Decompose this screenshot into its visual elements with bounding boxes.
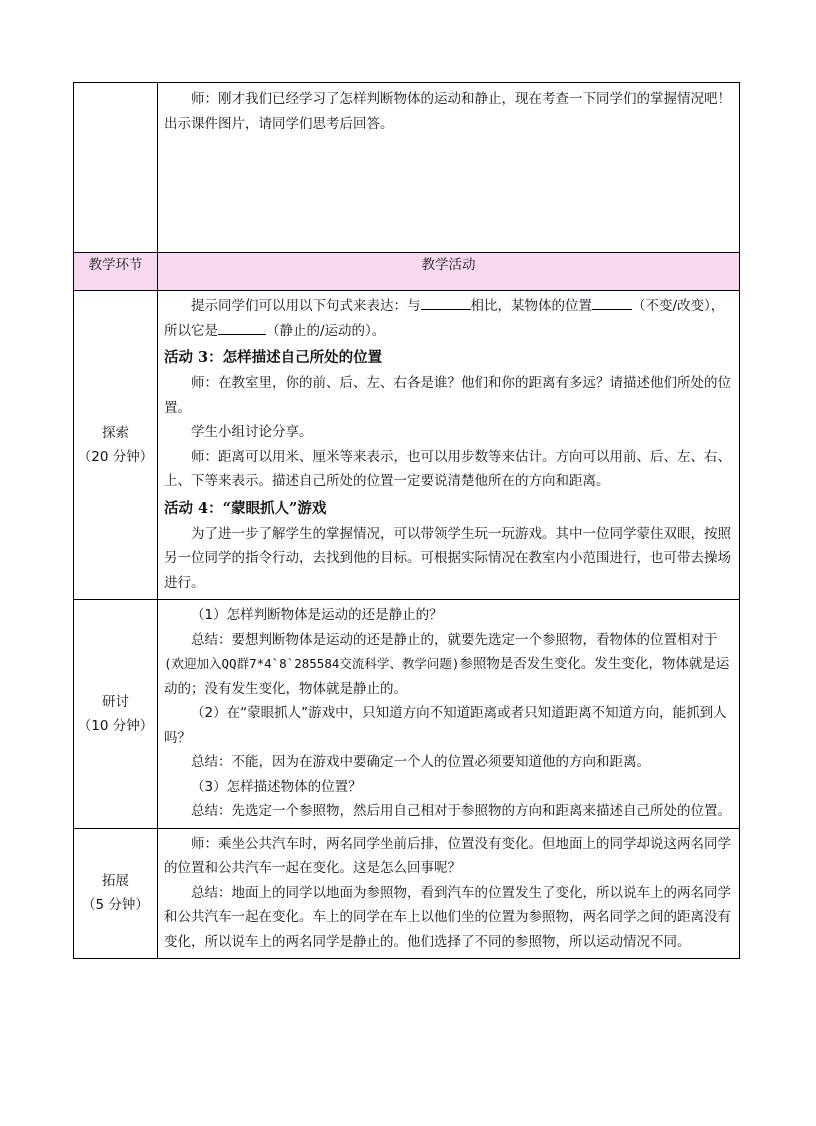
header-col-activity: 教学活动	[158, 253, 740, 291]
top-row	[74, 83, 740, 253]
explore-label: 探索	[102, 425, 129, 441]
discuss-row	[74, 600, 740, 829]
activity4-text: 为了进一步了解学生的掌握情况，可以带领学生玩一玩游戏。其中一位同学蒙住双眼，按照另一位同学的指令行动，去找到他的目标。可根据实际情况在教室内小范围进行，也可带去操场进行。	[164, 525, 731, 591]
discuss-q3: （3）怎样描述物体的位置？	[191, 778, 362, 795]
extend-summary: 总结：地面上的同学以地面为参照物，看到汽车的位置发生了变化，所以说车上的两名同学和公共汽车一起在变化。车上的同学在车上以他们坐的位置为参照物，两名同学之间的距离没有变化，所以说车上的两名同学是静止的。他们选择了不同的参照物，所以运动情况不同。	[164, 884, 731, 950]
explore-stage-cell	[74, 291, 158, 600]
discuss-a2: 总结：不能，因为在游戏中要确定一个人的位置必须要知道他的方向和距离。	[191, 754, 650, 770]
watermark-text: (欢迎加入QQ群7*4`8`285584交流科学、教学问题)	[164, 656, 460, 671]
activity3-explain: 师：距离可以用米、厘米等来表示，也可以用步数等来估计。方向可以用前、后、左、右、上、下等来表示。描述自己所处的位置一定要说清楚他所在的方向和距离。	[164, 448, 731, 489]
extend-duration: （5 分钟）	[82, 897, 149, 914]
discuss-a3: 总结：先选定一个参照物，然后用自己相对于参照物的方向和距离来描述自己所处的位置。	[191, 803, 731, 819]
extend-row	[74, 828, 740, 959]
activity4-title: 活动 4：“蒙眼抓人”游戏	[164, 499, 327, 517]
activity3-teacher: 师：在教室里，你的前、后、左、右各是谁？他们和你的距离有多远？请描述他们所处的位置。	[164, 375, 731, 416]
discuss-stage-cell	[74, 600, 158, 829]
extend-stage-cell	[74, 828, 158, 959]
top-paragraph: 师：刚才我们已经学习了怎样判断物体的运动和静止，现在考查一下同学们的掌握情况吧！出示课件图片，请同学们思考后回答。	[164, 91, 731, 132]
discuss-label: 研讨	[102, 693, 129, 710]
discuss-q1: （1）怎样判断物体是运动的还是静止的？	[191, 607, 443, 623]
header-col-stage: 教学环节	[74, 253, 158, 291]
header-row	[74, 253, 740, 291]
blank-state	[218, 320, 266, 335]
top-content-cell	[158, 83, 740, 253]
activity3-title: 活动 3：怎样描述自己所处的位置	[164, 349, 383, 366]
activity3-discussion: 学生小组讨论分享。	[191, 424, 313, 440]
blank-reference	[421, 295, 471, 310]
explore-duration: （20 分钟）	[77, 449, 154, 465]
top-left-cell	[74, 83, 158, 253]
explore-content-cell	[158, 291, 740, 600]
discuss-q2: （2）在“蒙眼抓人”游戏中，只知道方向不知道距离或者只知道距离不知道方向，能抓到人吗？	[164, 705, 727, 746]
lesson-table	[73, 82, 740, 959]
discuss-content-cell	[158, 600, 740, 829]
extend-content-cell	[158, 828, 740, 959]
extend-label: 拓展	[102, 873, 129, 890]
explore-row	[74, 291, 740, 600]
extend-question: 师：乘坐公共汽车时，两名同学坐前后排，位置没有变化。但地面上的同学却说这两名同学的位置和公共汽车一起在变化。这是怎么回事呢？	[164, 835, 731, 876]
discuss-a1: 总结：要想判断物体是运动的还是静止的，就要先选定一个参照物，看物体的位置相对于(欢迎加入QQ群7*4`8`285584交流科学、教学问题)参照物是否发生变化。发生变化，物体就是运动的；没有发生变化，物体就是静止的。	[164, 631, 730, 697]
blank-position	[592, 295, 632, 310]
sentence-prompt: 提示同学们可以用以下句式来表达：与 相比，某物体的位置 （不变/改变），所以它是 （静止的/运动的）。	[164, 294, 733, 343]
discuss-duration: （10 分钟）	[77, 717, 154, 734]
